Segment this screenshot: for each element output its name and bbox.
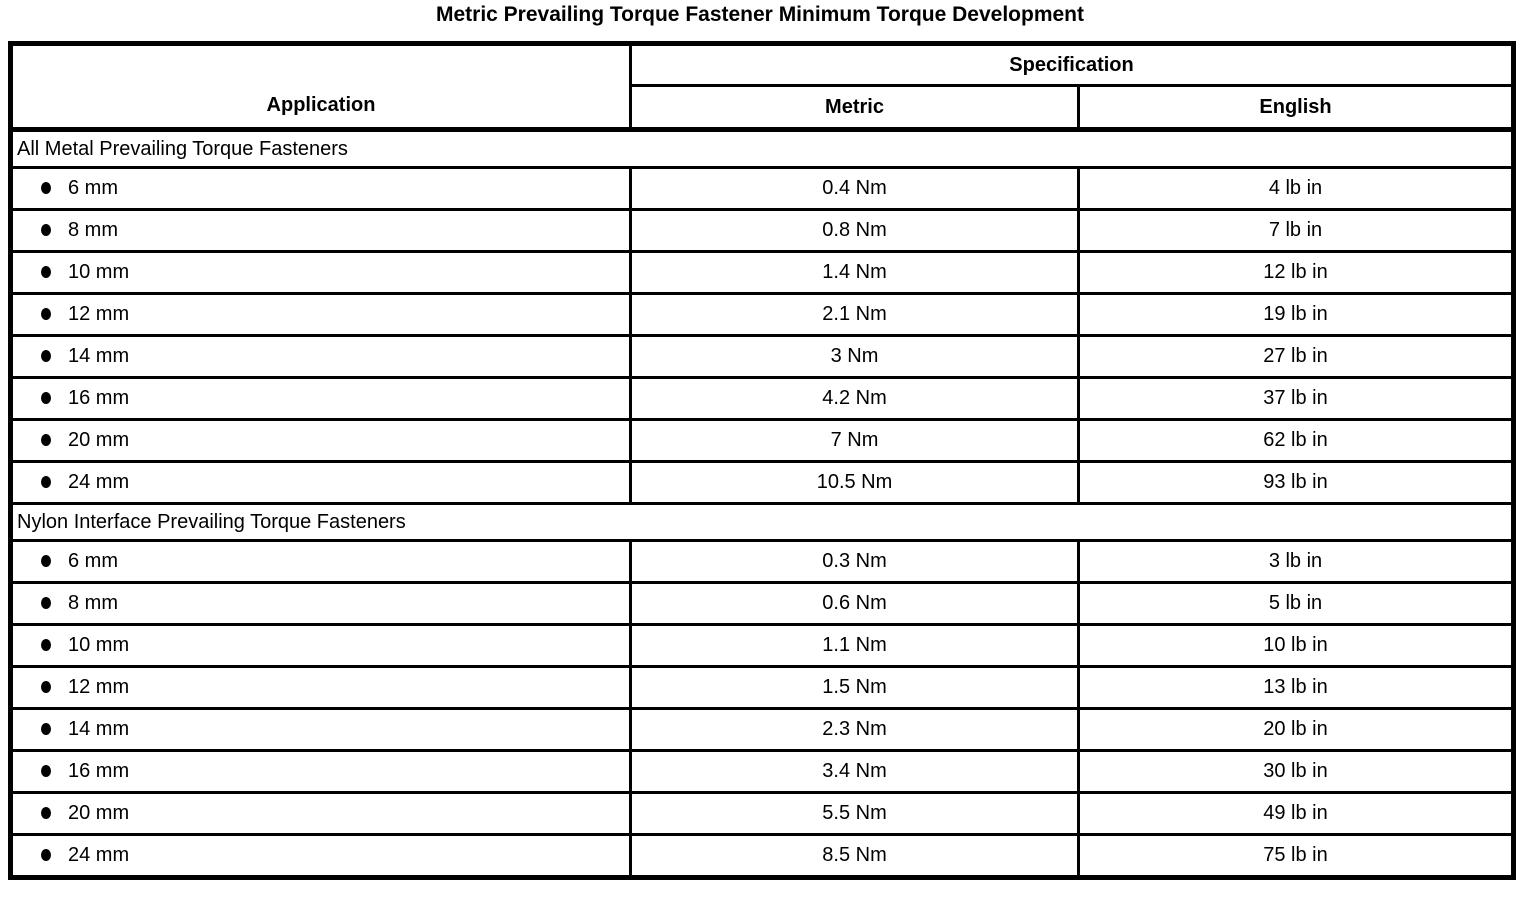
- bullet-icon: [41, 476, 51, 488]
- table-row: [11, 462, 1514, 504]
- application-cell: [11, 667, 631, 709]
- table-row: [11, 420, 1514, 462]
- fastener-size: 10 mm: [68, 634, 130, 657]
- application-cell: [11, 835, 631, 878]
- english-value: 27 lb in: [1079, 336, 1514, 378]
- table-row: [11, 583, 1514, 625]
- fastener-size: 12 mm: [68, 676, 130, 699]
- application-cell: [11, 210, 631, 252]
- english-value: 75 lb in: [1079, 835, 1514, 878]
- fastener-size: 6 mm: [68, 177, 118, 200]
- application-cell: [11, 294, 631, 336]
- section-title-all-metal: All Metal Prevailing Torque Fasteners: [11, 130, 1514, 168]
- table-row: [11, 336, 1514, 378]
- fastener-size: 24 mm: [68, 844, 130, 867]
- application-cell: [11, 583, 631, 625]
- metric-value: 0.3 Nm: [631, 541, 1079, 583]
- table-row: [11, 541, 1514, 583]
- english-value: 93 lb in: [1079, 462, 1514, 504]
- column-header-english: English: [1079, 86, 1514, 130]
- bullet-icon: [41, 849, 51, 861]
- fastener-size: 20 mm: [68, 429, 130, 452]
- bullet-icon: [41, 639, 51, 651]
- metric-value: 4.2 Nm: [631, 378, 1079, 420]
- english-value: 19 lb in: [1079, 294, 1514, 336]
- table-row: [11, 793, 1514, 835]
- bullet-icon: [41, 555, 51, 567]
- metric-value: 2.3 Nm: [631, 709, 1079, 751]
- column-header-application: Application: [11, 44, 631, 130]
- metric-value: 1.1 Nm: [631, 625, 1079, 667]
- metric-value: 10.5 Nm: [631, 462, 1079, 504]
- table-row: [11, 625, 1514, 667]
- metric-value: 0.8 Nm: [631, 210, 1079, 252]
- metric-value: 3.4 Nm: [631, 751, 1079, 793]
- bullet-icon: [41, 807, 51, 819]
- bullet-icon: [41, 224, 51, 236]
- table-row: [11, 835, 1514, 878]
- table-row: [11, 667, 1514, 709]
- metric-value: 2.1 Nm: [631, 294, 1079, 336]
- table-row: [11, 294, 1514, 336]
- application-cell: [11, 625, 631, 667]
- metric-value: 5.5 Nm: [631, 793, 1079, 835]
- bullet-icon: [41, 681, 51, 693]
- application-cell: [11, 336, 631, 378]
- english-value: 3 lb in: [1079, 541, 1514, 583]
- bullet-icon: [41, 350, 51, 362]
- metric-value: 8.5 Nm: [631, 835, 1079, 878]
- bullet-icon: [41, 308, 51, 320]
- application-cell: [11, 252, 631, 294]
- english-value: 49 lb in: [1079, 793, 1514, 835]
- english-value: 5 lb in: [1079, 583, 1514, 625]
- application-cell: [11, 751, 631, 793]
- table-row: [11, 709, 1514, 751]
- column-header-specification: Specification: [631, 44, 1514, 86]
- english-value: 20 lb in: [1079, 709, 1514, 751]
- fastener-size: 8 mm: [68, 592, 118, 615]
- english-value: 62 lb in: [1079, 420, 1514, 462]
- metric-value: 0.6 Nm: [631, 583, 1079, 625]
- section-header-row: [11, 130, 1514, 168]
- bullet-icon: [41, 434, 51, 446]
- metric-value: 1.5 Nm: [631, 667, 1079, 709]
- application-cell: [11, 462, 631, 504]
- bullet-icon: [41, 266, 51, 278]
- table-row: [11, 378, 1514, 420]
- fastener-size: 16 mm: [68, 387, 130, 410]
- fastener-size: 16 mm: [68, 760, 130, 783]
- english-value: 7 lb in: [1079, 210, 1514, 252]
- metric-value: 7 Nm: [631, 420, 1079, 462]
- column-header-metric: Metric: [631, 86, 1079, 130]
- table-row: [11, 210, 1514, 252]
- english-value: 10 lb in: [1079, 625, 1514, 667]
- application-cell: [11, 378, 631, 420]
- fastener-size: 14 mm: [68, 345, 130, 368]
- english-value: 13 lb in: [1079, 667, 1514, 709]
- bullet-icon: [41, 597, 51, 609]
- english-value: 12 lb in: [1079, 252, 1514, 294]
- application-cell: [11, 709, 631, 751]
- metric-value: 0.4 Nm: [631, 168, 1079, 210]
- table-row: [11, 751, 1514, 793]
- fastener-size: 24 mm: [68, 471, 130, 494]
- table-row: [11, 168, 1514, 210]
- fastener-size: 6 mm: [68, 550, 118, 573]
- fastener-size: 14 mm: [68, 718, 130, 741]
- table-row: [11, 252, 1514, 294]
- page-title: Metric Prevailing Torque Fastener Minimum Torque Development: [435, 3, 1084, 26]
- fastener-size: 20 mm: [68, 802, 130, 825]
- bullet-icon: [41, 392, 51, 404]
- bullet-icon: [41, 723, 51, 735]
- application-cell: [11, 541, 631, 583]
- fastener-size: 10 mm: [68, 261, 130, 284]
- application-cell: [11, 420, 631, 462]
- bullet-icon: [41, 182, 51, 194]
- header-row-specification: [11, 44, 1514, 86]
- torque-spec-table: [8, 41, 1516, 880]
- metric-value: 3 Nm: [631, 336, 1079, 378]
- section-title-nylon-interface: Nylon Interface Prevailing Torque Fasteners: [11, 504, 1514, 541]
- metric-value: 1.4 Nm: [631, 252, 1079, 294]
- fastener-size: 12 mm: [68, 303, 130, 326]
- english-value: 4 lb in: [1079, 168, 1514, 210]
- fastener-size: 8 mm: [68, 219, 118, 242]
- section-header-row: [11, 504, 1514, 541]
- application-cell: [11, 168, 631, 210]
- english-value: 30 lb in: [1079, 751, 1514, 793]
- bullet-icon: [41, 765, 51, 777]
- english-value: 37 lb in: [1079, 378, 1514, 420]
- application-cell: [11, 793, 631, 835]
